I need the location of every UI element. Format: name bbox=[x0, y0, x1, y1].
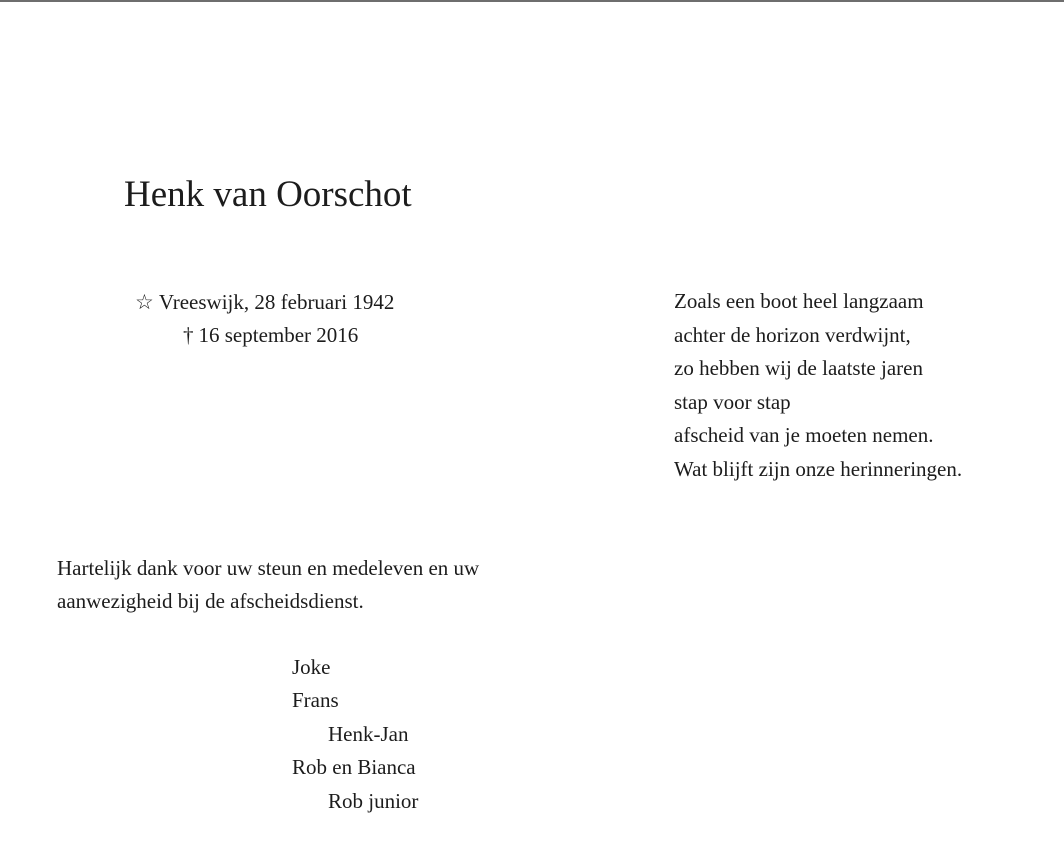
poem-line: achter de horizon verdwijnt, bbox=[674, 322, 911, 347]
family-member-rob-junior: Rob junior bbox=[328, 788, 419, 813]
death-line bbox=[135, 319, 394, 352]
thank-you-text bbox=[57, 552, 479, 618]
life-dates bbox=[135, 286, 394, 352]
family-list bbox=[292, 651, 418, 818]
cross-icon: † bbox=[183, 323, 194, 347]
death-text: 16 september 2016 bbox=[198, 323, 359, 347]
poem bbox=[674, 285, 962, 487]
family-member-joke: Joke bbox=[292, 655, 331, 679]
poem-line: zo hebben wij de laatste jaren bbox=[674, 356, 923, 381]
thank-you-line: aanwezigheid bij de afscheidsdienst. bbox=[57, 589, 364, 613]
poem-line: stap voor stap bbox=[674, 389, 791, 414]
poem-line: Wat blijft zijn onze herinneringen. bbox=[674, 456, 963, 481]
poem-line: afscheid van je moeten nemen. bbox=[674, 423, 934, 448]
family-member-frans: Frans bbox=[292, 688, 339, 713]
birth-text: Vreeswijk, 28 februari 1942 bbox=[158, 290, 395, 314]
thank-you-line: Hartelijk dank voor uw steun en medeleven en uw bbox=[57, 556, 480, 580]
deceased-name: Henk van Oorschot bbox=[124, 174, 412, 215]
birth-line bbox=[135, 286, 394, 319]
family-member-rob-en-bianca: Rob en Bianca bbox=[292, 755, 416, 780]
family-member-henk-jan: Henk-Jan bbox=[328, 721, 409, 746]
star-icon: ☆ bbox=[135, 290, 154, 314]
poem-line: Zoals een boot heel langzaam bbox=[674, 289, 924, 313]
card-top-edge bbox=[0, 0, 1064, 2]
